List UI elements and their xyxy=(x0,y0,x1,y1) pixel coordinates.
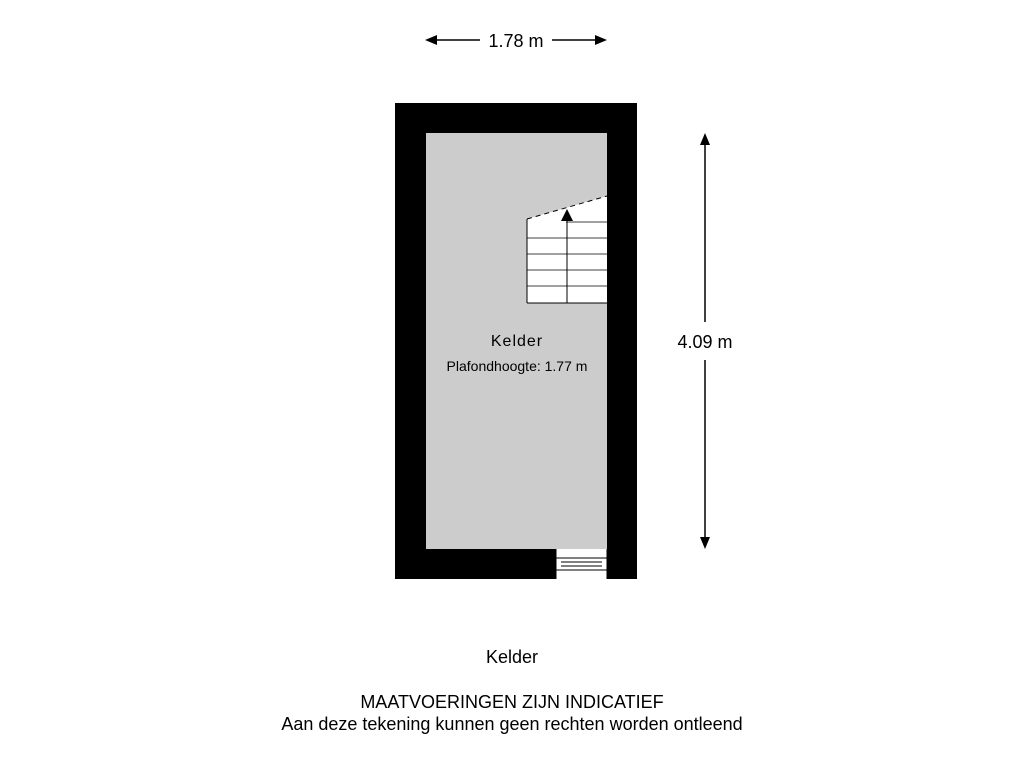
width-dimension-label: 1.78 m xyxy=(488,31,544,51)
room-name: Kelder xyxy=(490,333,544,350)
height-dimension-label: 4.09 m xyxy=(677,332,733,352)
height-arrow-bottom-icon xyxy=(700,537,710,549)
disclaimer-text: Aan deze tekening kunnen geen rechten worden ontleend xyxy=(281,714,743,734)
width-arrow-right-icon xyxy=(595,35,607,45)
disclaimer-title: MAATVOERINGEN ZIJN INDICATIEF xyxy=(360,692,664,712)
window-frame xyxy=(556,549,607,579)
width-arrow-left-icon xyxy=(425,35,437,45)
floor-caption: Kelder xyxy=(485,647,539,667)
height-dimension xyxy=(677,133,732,549)
width-dimension xyxy=(425,31,607,51)
height-arrow-top-icon xyxy=(700,133,710,145)
room-ceiling-height: Plafondhoogte: 1.77 m xyxy=(446,358,588,374)
window xyxy=(556,549,607,579)
